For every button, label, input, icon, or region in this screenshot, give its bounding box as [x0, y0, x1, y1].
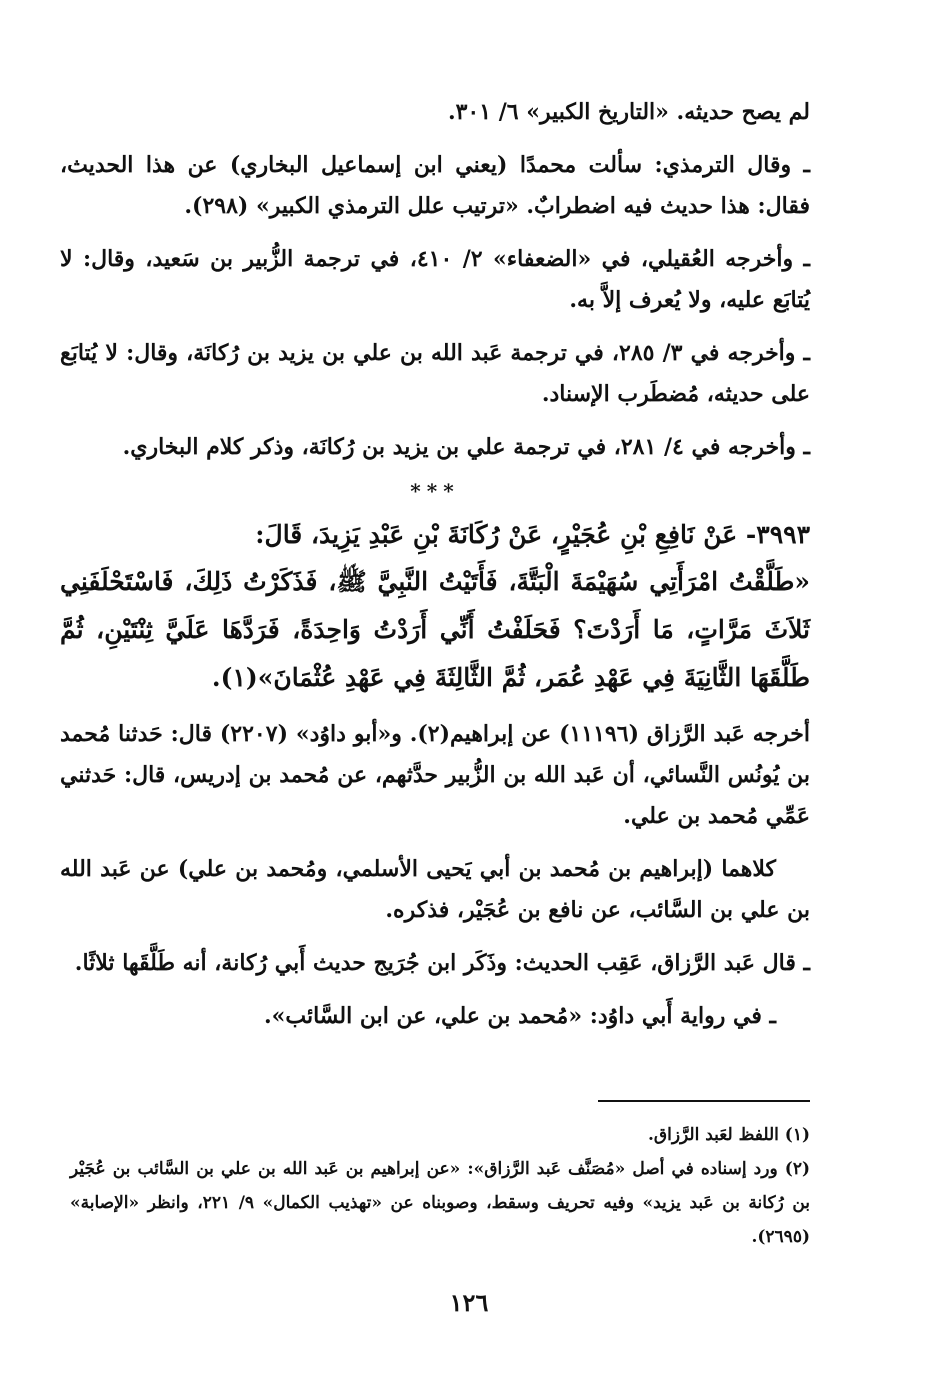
footnote-1: (١) اللفظ لعَبد الرَّزاق.	[647, 1125, 810, 1145]
paragraph-1: لم يصح حديثه. «التاريخ الكبير» ٦/ ٣٠١.	[447, 99, 810, 125]
paragraph-9: ـ في رواية أَبي داوُد: «مُحمد بن علي، عن ابن السَّائب».	[263, 1003, 776, 1029]
paragraph-7: كلاهما (إبراهيم بن مُحمد بن أبي يَحيى الأسلمي، ومُحمد بن علي) عن عَبد الله بن علي بن السَّائب، عن نافع بن عُجَيْر، فذكره.	[60, 856, 810, 923]
hadith-text: «طَلَّقْتُ امْرَأَتِي سُهَيْمَةَ الْبَتَّةَ، فَأَتَيْتُ النَّبِيَّ ﷺ، فَذَكَرْتُ ذَلِكَ، فَاسْتَحْلَفَنِي ثَلاَثَ مَرَّاتٍ، مَا أَرَدْتَ؟ فَحَلَفْتُ أَنِّي أَرَدْتُ وَاحِدَةً، فَرَدَّهَا عَلَيَّ ثِنْتَيْنِ، ثُمَّ طَلَّقَهَا الثَّانِيَةَ فِي عَهْدِ عُمَر، ثُمَّ الثَّالِثَةَ فِي عَهْدِ عُثْمَانَ»(١).	[60, 567, 810, 692]
footnotes	[70, 1118, 810, 1254]
paragraph-5: ـ وأخرجه في ٤/ ٢٨١، في ترجمة علي بن يزيد بن رُكانَة، وذكر كلام البخاري.	[122, 434, 810, 460]
section-separator: ***	[410, 479, 460, 503]
paragraph-4: ـ وأخرجه في ٣/ ٢٨٥، في ترجمة عَبد الله بن علي بن يزيد بن رُكانَة، وقال: لا يُتابَع على حديثه، مُضطَرب الإسناد.	[60, 340, 810, 407]
footnote-divider	[598, 1100, 810, 1102]
hadith-heading: ٣٩٩٣- عَنْ نَافِعِ بْنِ عُجَيْرٍ، عَنْ رُكَانَةَ بْنِ عَبْدِ يَزِيدَ، قَالَ:	[255, 520, 810, 549]
paragraph-8: ـ قال عَبد الرَّزاق، عَقِب الحديث: وذَكَر ابن جُرَيج حديث أَبي رُكانة، أنه طَلَّقَها ثلاثًا.	[74, 950, 810, 976]
paragraph-6: أخرجه عَبد الرَّزاق (١١١٩٦) عن إبراهيم(٢). و«أبو داوُد» (٢٢٠٧) قال: حَدثنا مُحمد بن يُونُس النَّسائي، أن عَبد الله بن الزُّبير حدَّثهم، عن مُحمد بن إدريس، قال: حَدثني عَمِّي مُحمد بن علي.	[60, 721, 810, 829]
paragraph-2: ـ وقال الترمذي: سألت محمدًا (يعني ابن إسماعيل البخاري) عن هذا الحديث، فقال: هذا حديث فيه اضطرابٌ. «ترتيب علل الترمذي الكبير» (٢٩٨).	[60, 152, 810, 219]
paragraph-3: ـ وأخرجه العُقيلي، في «الضعفاء» ٢/ ٤١٠، في ترجمة الزُّبير بن سَعيد، وقال: لا يُتابَع عليه، ولا يُعرف إلاَّ به.	[60, 246, 810, 313]
footnote-2: (٢) ورد إسناده في أصل «مُصَنَّف عَبد الرَّزاق»: «عن إبراهيم بن عَبد الله بن علي بن السَّائب بن عُجَيْر بن رُكانة بن عَبد يزيد» وفيه تحريف وسقط، وصوبناه عن «تهذيب الكمال» ٩/ ٢٢١، وانظر «الإصابة» (٢٦٩٥).	[70, 1159, 810, 1247]
page-number: ١٢٦	[449, 1288, 489, 1317]
page-body	[60, 92, 810, 1049]
